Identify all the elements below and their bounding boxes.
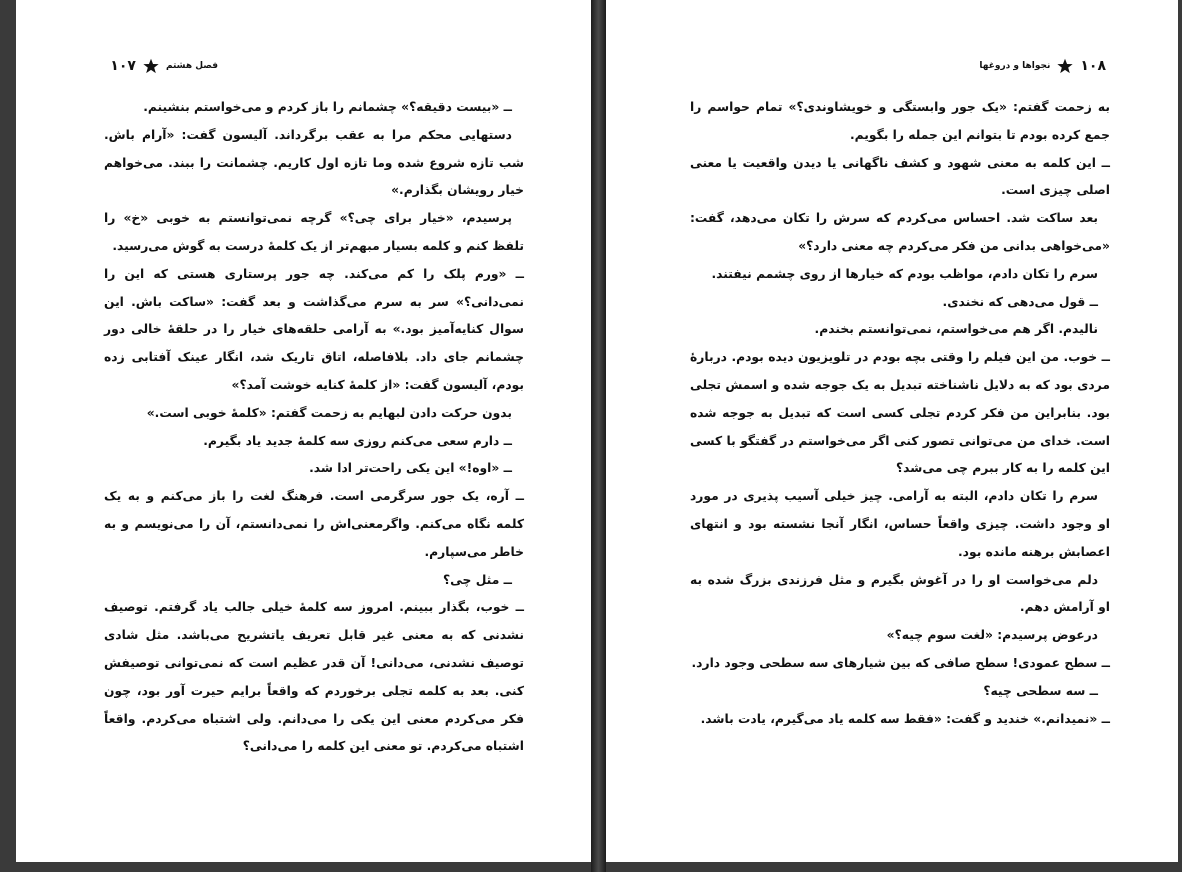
right-page [606,0,1178,862]
paragraph: ــ سطح عمودی! سطح صافی که بین شیارهای سه سطحی وجود دارد. [691,655,1110,670]
paragraph: ــ «ورم پلک را کم می‌کند. چه جور پرستاری هستی که این را نمی‌دانی؟» سر به سرم می‌گذاشت و بعد گفت: «ساکت باش. این سوال کنایه‌آمیز بود.» به آرامی حلقه‌های خیار را در حلقهٔ خالی دور چشمانم جای داد. بلافاصله، اتاق تاریک شد، انگار عینک آفتابی زده بودم، آلیسون گفت: «از کلمهٔ کنایه خوشت آمد؟» [104,266,524,392]
paragraph: بدون حرکت دادن لبهایم به زحمت گفتم: «کلمهٔ خوبی است.» [146,405,512,420]
paragraph: ــ آره، یک جور سرگرمی است. فرهنگ لغت را باز می‌کنم و به یک کلمه نگاه می‌کنم. واگرمعنی‌اش را نمی‌دانستم، آن را می‌نویسم و به خاطر می‌سپارم. [104,489,524,559]
page-body [104,94,524,761]
paragraph: ــ خوب، بگذار ببینم. امروز سه کلمهٔ خیلی جالب یاد گرفتم. توصیف نشدنی که به معنی غیر قابل تعریف یاتشریح می‌باشد. مثل شادی توصیف نشدنی، می‌دانی! آن قدر عظیم است که نمی‌توانی توصیفش کنی. بعد به کلمه تجلی برخوردم که واقعاً برایم حیرت آور بود، چون فکر می‌کردم معنی این یکی را می‌دانم. ولی اشتباه می‌کردم. واقعاً اشتباه می‌کردم. تو معنی این کلمه را می‌دانی؟ [104,600,524,754]
book-title: نجواها و دروغها [979,61,1051,71]
paragraph: بعد ساکت شد. احساس می‌کردم که سرش را تکان می‌دهد، گفت: «می‌خواهی بدانی من فکر می‌کردم چه معنی دارد؟» [690,211,1110,253]
paragraph: به زحمت گفتم: «یک جور وابستگی و خویشاوندی؟» تمام حواسم را جمع کرده بودم تا بتوانم این جمله را بگویم. [690,100,1110,142]
page-header [108,58,218,74]
paragraph: درعوض پرسیدم: «لغت سوم چیه؟» [886,628,1098,643]
paragraph: دستهایی محکم مرا به عقب برگرداند. آلیسون گفت: «آرام باش. شب تازه شروع شده وما تازه اول کاریم. چشمانت را ببند. می‌خواهم خیار رویشان بگذارم.» [104,127,524,198]
paragraph: ــ قول می‌دهی که نخندی. [942,294,1098,309]
left-page [16,0,591,862]
book-gutter [591,0,606,872]
paragraph: پرسیدم، «خیار برای چی؟» گرچه نمی‌توانستم به خوبی «خ» را تلفظ کنم و کلمه بسیار مبهم‌تر از یک کلمهٔ درست به گوش می‌رسید. [104,211,524,253]
star-icon [142,58,160,74]
page-number: ۱۰۷ [110,58,136,74]
paragraph: سرم را تکان دادم، مواظب بودم که خیارها از روی چشمم نیفتند. [711,266,1098,281]
page-body [690,94,1110,733]
paragraph: نالیدم. اگر هم می‌خواستم، نمی‌توانستم بخندم. [814,322,1098,337]
paragraph: ــ «اوه!» این یکی راحت‌تر ادا شد. [309,461,512,476]
paragraph: ــ مثل چی؟ [442,572,512,587]
paragraph: ــ خوب. من این فیلم را وقتی بچه بودم در تلویزیون دیده بودم. دربارهٔ مردی بود که به دلایل ناشناخته تبدیل به یک جوجه شده و اسمش تجلی بود. بنابراین من فکر کردم تجلی کسی است که تبدیل به جوجه شده است. خدای من می‌توانی تصور کنی اگر می‌خواستم در گفتگو با کسی این کلمه را به کار ببرم چی می‌شد؟ [690,350,1110,476]
paragraph: ــ سه سطحی چیه؟ [983,683,1098,698]
paragraph: ــ این کلمه به معنی شهود و کشف ناگهانی یا دیدن واقعیت یا معنی اصلی چیزی است. [690,155,1110,198]
paragraph: ــ «بیست دقیقه؟» چشمانم را باز کردم و می‌خواستم بنشینم. [143,100,512,114]
paragraph: ــ «نمیدانم.» خندید و گفت: «فقط سه کلمه یاد می‌گیرم، یادت باشد. [700,711,1110,726]
page-number: ۱۰۸ [1080,58,1106,74]
chapter-title: فصل هشتم [165,61,218,71]
paragraph: ــ دارم سعی می‌کنم روزی سه کلمهٔ جدید یاد بگیرم. [203,433,512,448]
page-header [966,58,1106,74]
star-icon [1056,58,1074,74]
paragraph: دلم می‌خواست او را در آغوش بگیرم و مثل فرزندی بزرگ شده به او آرامش دهم. [690,572,1110,615]
paragraph: سرم را تکان دادم، البته به آرامی. چیز خیلی آسیب پذیری در مورد او وجود داشت. چیزی واقعاً حساس، انگار آنجا نشسته بود و انتهای اعصابش برهنه مانده بود. [690,489,1110,559]
